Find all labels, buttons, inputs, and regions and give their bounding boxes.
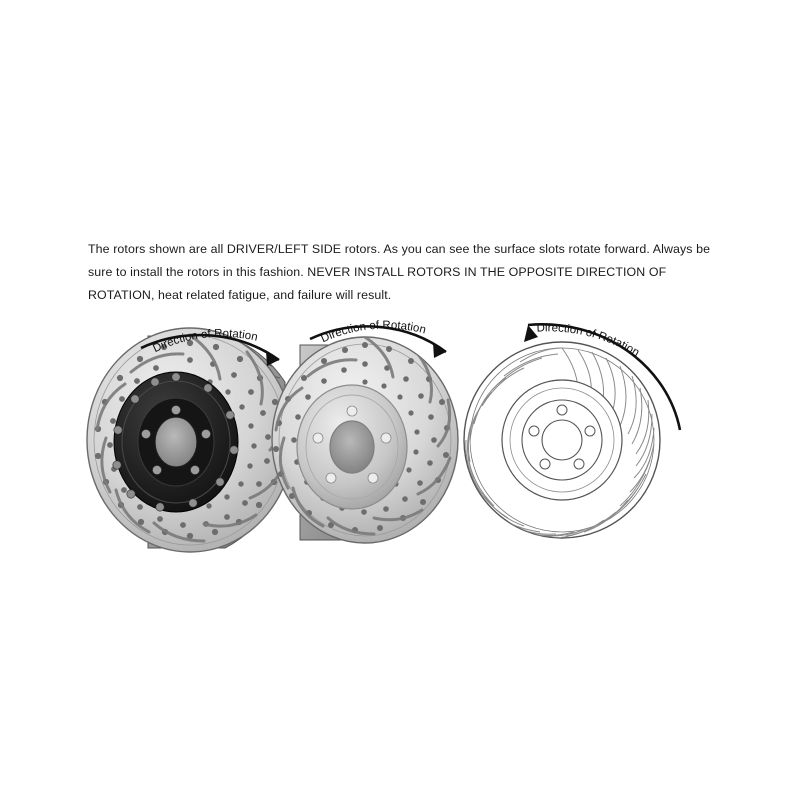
figure-rotor-left [87,328,294,552]
caption-line-1: The rotors shown are all DRIVER/LEFT SIDE rotors. As you can see the surface slots rotate forward. Always [88,242,697,256]
rotation-label-left: Direction of Rotation [151,327,259,356]
caption-line-2: be sure to install the rotors in this fashion. NEVER INSTALL ROTORS IN THE OPPOSITE DIRECTION OF [88,242,711,279]
rotation-label-middle: Direction of Rotation [319,319,428,346]
figure-rotor-right [464,322,680,538]
rotation-label-right: Direction of Rotation [536,322,642,360]
caption-line-3: ROTATION, heat related fatigue, and failure will result. [88,287,392,302]
